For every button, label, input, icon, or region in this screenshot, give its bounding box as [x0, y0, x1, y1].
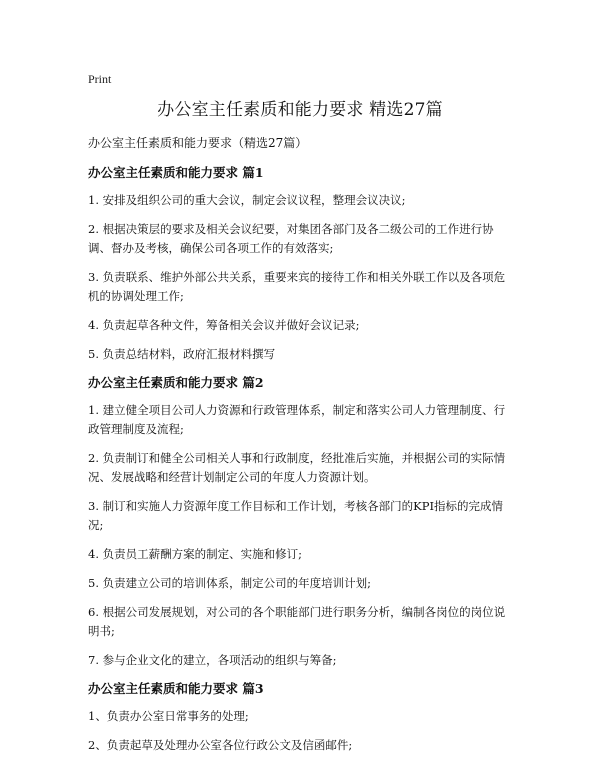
list-item: 1. 建立健全项目公司人力资源和行政管理体系，制定和落实公司人力管理制度、行政管理制度及流程;	[88, 403, 506, 436]
section-heading: 办公室主任素质和能力要求 篇3	[88, 681, 264, 696]
list-item: 2. 负责制订和健全公司相关人事和行政制度，经批准后实施，并根据公司的实际情况、发展战略和经营计划制定公司的年度人力资源计划。	[88, 451, 506, 484]
list-item: 2. 根据决策层的要求及相关会议纪要，对集团各部门及各二级公司的工作进行协调、督办及考核，确保公司各项工作的有效落实;	[88, 222, 494, 255]
list-item: 4. 负责起草各种文件，筹备相关会议并做好会议记录;	[88, 318, 360, 332]
list-item: 1、负责办公室日常事务的处理;	[88, 709, 249, 723]
page-title: 办公室主任素质和能力要求 精选27篇	[157, 100, 443, 120]
section-3	[88, 680, 512, 755]
list-item: 6. 根据公司发展规划，对公司的各个职能部门进行职务分析，编制各岗位的岗位说明书;	[88, 605, 506, 638]
section-2	[88, 374, 512, 670]
list-item: 4. 负责员工薪酬方案的制定、实施和修订;	[88, 547, 303, 561]
list-item: 3. 制订和实施人力资源年度工作目标和工作计划，考核各部门的KPI指标的完成情况;	[88, 499, 503, 532]
section-heading: 办公室主任素质和能力要求 篇1	[88, 165, 264, 180]
document-subtitle: 办公室主任素质和能力要求（精选27篇）	[88, 136, 308, 150]
list-item: 7. 参与企业文化的建立，各项活动的组织与筹备;	[88, 653, 337, 667]
list-item: 3. 负责联系、维护外部公共关系，重要来宾的接待工作和相关外联工作以及各项危机的协调处理工作;	[88, 270, 506, 303]
list-item: 5. 负责建立公司的培训体系，制定公司的年度培训计划;	[88, 576, 371, 590]
list-item: 1. 安排及组织公司的重大会议，制定会议议程，整理会议决议;	[88, 193, 406, 207]
list-item: 5. 负责总结材料，政府汇报材料撰写	[88, 347, 276, 361]
list-item: 2、负责起草及处理办公室各位行政公文及信函邮件;	[88, 738, 353, 752]
section-1	[88, 164, 512, 364]
section-heading: 办公室主任素质和能力要求 篇2	[88, 375, 264, 390]
print-label[interactable]: Print	[88, 72, 112, 86]
